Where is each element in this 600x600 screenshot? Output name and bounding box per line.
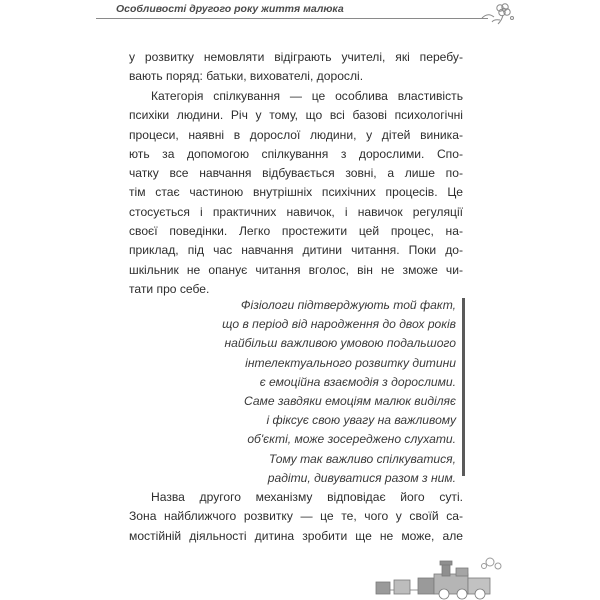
text-line: процеси, наявні в дорослої людини, у дітей виника- bbox=[129, 127, 463, 142]
quote-line: Фізіологи підтверджують той факт, bbox=[240, 298, 456, 312]
text-line: у розвитку немовляти відіграють учителі, які перебу- bbox=[129, 50, 463, 64]
quote-bar bbox=[462, 298, 465, 476]
paragraph-1 bbox=[129, 48, 463, 87]
text-line: чатку все навчання відбувається зовні, а лише по- bbox=[129, 166, 463, 181]
quote-line: і фіксує свою увагу на важливому bbox=[266, 413, 456, 428]
text-line: стосується і практичних навичок, і навичок регуляції bbox=[129, 204, 463, 219]
page-header bbox=[0, 0, 600, 22]
text-line: шкільник не опанує читання вголос, він не зможе чи- bbox=[129, 262, 463, 277]
pull-quote bbox=[186, 296, 456, 488]
paragraph-2 bbox=[129, 87, 463, 299]
toy-train-icon bbox=[372, 556, 512, 600]
quote-line: найбільш важливою умовою подальшого bbox=[224, 336, 456, 351]
text-line: Назва другого механізму відповідає його суті. bbox=[151, 490, 463, 504]
quote-line: Саме завдяки емоціям малюк виділяє bbox=[243, 394, 456, 409]
text-line: своєї поведінки. Легко простежити цей процес, на- bbox=[129, 224, 463, 239]
quote-line: радіти, дивуватися разом з ним. bbox=[267, 470, 456, 485]
text-line: мостійній діяльності дитина зробити ще не може, але bbox=[129, 528, 463, 543]
text-line: тати про себе. bbox=[129, 281, 210, 296]
flower-icon bbox=[478, 0, 518, 26]
text-line: Зона найближчого розвитку — це те, чого у своїй са- bbox=[129, 509, 463, 524]
header-rule bbox=[96, 18, 488, 19]
text-line: тім стає частиною внутрішніх психічних процесів. Це bbox=[129, 185, 463, 200]
quote-line: об'єкті, може зосереджено слухати. bbox=[247, 432, 456, 447]
quote-line: є емоційна взаємодія з дорослими. bbox=[259, 374, 456, 389]
text-line: психіки людини. Річ у тому, що всі базові психологічні bbox=[129, 108, 463, 123]
text-line: ють за допомогою спілкування з дорослими. Спо- bbox=[129, 146, 463, 161]
text-line: приклад, під час навчання дитини читання. Поки до- bbox=[129, 243, 463, 258]
quote-line: інтелектуального розвитку дитини bbox=[245, 355, 456, 370]
running-head: Особливості другого року життя малюка bbox=[116, 3, 344, 15]
quote-line: що в період від народження до двох років bbox=[222, 317, 456, 332]
text-line: Категорія спілкування — це особлива властивість bbox=[151, 89, 463, 103]
text-line: вають поряд: батьки, вихователі, дорослі. bbox=[129, 69, 364, 84]
quote-line: Тому так важливо спілкуватися, bbox=[268, 451, 456, 466]
paragraph-3 bbox=[129, 488, 463, 546]
